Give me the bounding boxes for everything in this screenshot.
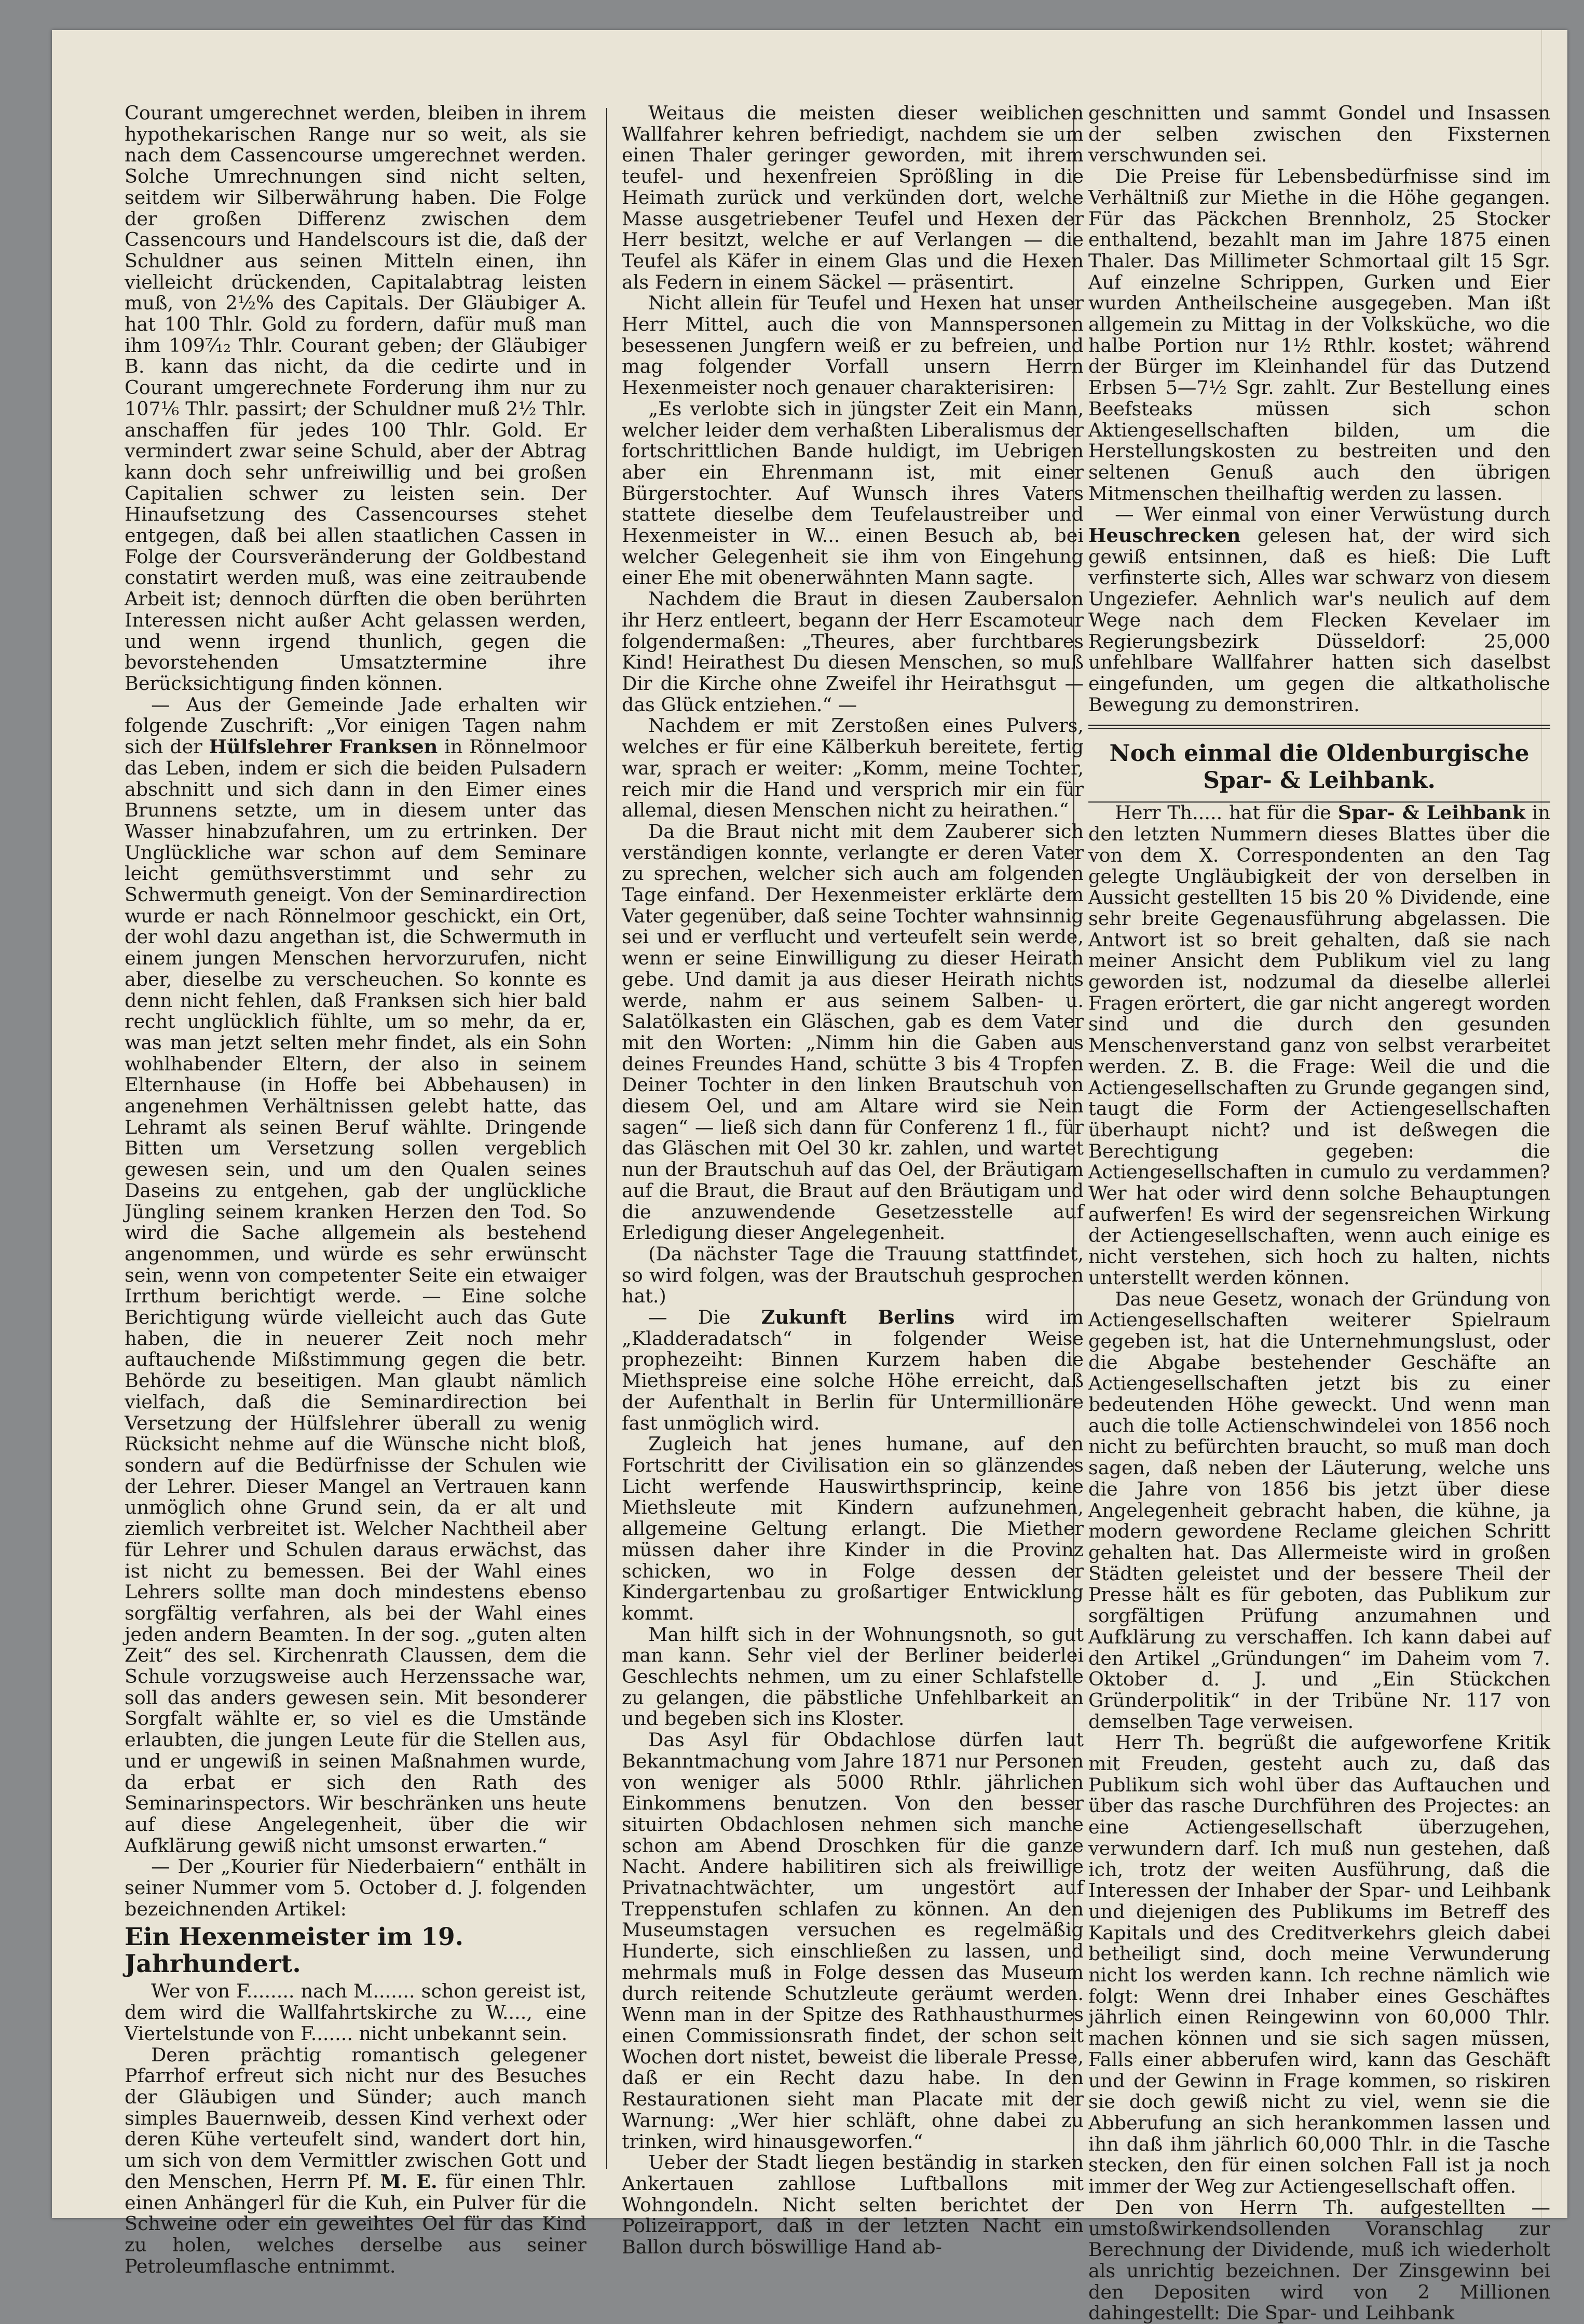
- article-paragraph: Courant umgerechnet werden, bleiben in ihrem hypothekarischen Range nur so weit, als sie nach dem Cassencourse umgerechnet werden. Solche Umrechnungen sind nicht selten, seitdem wir Silberwährung haben. Die Folge der großen Differenz zwischen dem Cassencours und Handelscours ist die, daß der Schuldner aus seinen Mitteln einen, ihn vielleicht drückenden, Capitalabtrag leisten muß, von 2½% des Capitals. Der Gläubiger A. hat 100 Thlr. Gold zu fordern, dafür muß man ihm 109⁷⁄₁₂ Thlr. Courant geben; der Gläubiger B. kann das nicht, da die cedirte und in Courant umgerechnete Forderung ihm nur zu 107⅙ Thlr. passirt; der Schuldner muß 2½ Thlr. anschaffen für jedes 100 Thlr. Gold. Er vermindert zwar seine Schuld, aber der Abtrag kann doch sehr unfreiwillig und bei großen Capitalien schwer zu leisten sein. Der Hinaufsetzung des Cassencourses stehet entgegen, daß bei allen staatlichen Cassen in Folge der Coursveränderung der Goldbestand constatirt werden muß, was eine zeitraubende Arbeit ist; dennoch dürften die oben berührten Interessen nicht außer Acht gelassen werden, und wenn irgend thunlich, gegen die bevorstehenden Umsatztermine ihre Berücksichtigung finden können.: [125, 102, 586, 695]
- article-paragraph: — Aus der Gemeinde Jade erhalten wir folgende Zuschrift: „Vor einigen Tagen nahm sich der Hülfslehrer Franksen in Rönnelmoor das Leben, indem er sich die beiden Pulsadern abschnitt und sich dann in den Eimer eines Brunnens setzte, um in diesem unter das Wasser hinabzufahren, um zu ertrinken. Der Unglückliche war schon auf dem Seminare leicht gemüthsverstimmt und sehr zu Schwermuth geneigt. Von der Seminardirection wurde er nach Rönnelmoor geschickt, ein Ort, der wohl dazu angethan ist, die Schwermuth in einem jungen Menschen hervorzurufen, nicht aber, dieselbe zu verscheuchen. So konnte es denn nicht fehlen, daß Franksen sich hier bald recht unglücklich fühlte, um so mehr, da er, was man jetzt selten mehr findet, als ein Sohn wohlhabender Eltern, der also in seinem Elternhause (in Hoffe bei Abbehausen) in angenehmen Verhältnissen gelebt hatte, das Lehramt als seinen Beruf wählte. Dringende Bitten um Versetzung sollen vergeblich gewesen sein, und um den Qualen seines Daseins zu entgehen, gab der unglückliche Jüngling seinem kranken Herzen den Tod. So wird die Sache allgemein als bestehend angenommen, und würde es sehr erwünscht sein, wenn von competenter Seite ein etwaiger Irrthum berichtigt werde. — Eine solche Berichtigung würde vielleicht auch das Gute haben, die in neuerer Zeit noch mehr auftauchende Mißstimmung gegen die betr. Behörde zu beseitigen. Man glaubt nämlich vielfach, daß die Seminardirection bei Versetzung der Hülfslehrer überall zu wenig Rücksicht nehme auf die Wünsche nicht bloß, sondern auf die Bedürfnisse der Schulen wie der Lehrer. Dieser Mangel an Vertrauen kann unmöglich ohne Grund sein, da er alt und ziemlich verbreitet ist. Welcher Nachtheil aber für Lehrer und Schulen daraus erwächst, das ist nicht zu bemessen. Bei der Wahl eines Lehrers sollte man doch mindestens ebenso sorgfältig verfahren, als bei der Wahl eines jeden andern Beamten. In der sog. „guten alten Zeit“ des sel. Kirchenrath Claussen, dem die Schule vorzugsweise auch Herzenssache war, soll das anders gewesen sein. Mit besonderer Sorgfalt wählte er, so viel es die Umstände erlaubten, die jungen Leute für die Stellen aus, und er ungewiß in seinen Maßnahmen wurde, da erbat er sich den Rath des Seminarinspectors. Wir beschränken uns heute auf diese Angelegenheit, über die wir Aufklärung gewiß nicht umsonst erwarten.“: [125, 693, 586, 1857]
- article-paragraph: Deren prächtig romantisch gelegener Pfarrhof erfreut sich nicht nur des Besuches der Gläubigen und Sünder; auch manch simples Bauernweib, dessen Kind verhext oder deren Kühe verteufelt sind, wandert dort hin, um sich von dem Vermittler zwischen Gott und den Menschen, Herrn Pf. M. E. für einen Thlr. einen Anhängerl für die Kuh, ein Pulver für die Schweine oder ein geweihtes Oel für das Kind zu holen, welches derselbe aus seiner Petroleumflasche entnimmt.: [125, 2043, 586, 2277]
- bold-name: Zukunft Berlins: [761, 1306, 955, 1329]
- article-paragraph: Nachdem er mit Zerstoßen eines Pulvers, welches er für eine Kälberkuh bereitete, fertig war, sprach er weiter: „Komm, meine Tochter, reich mir die Hand und versprich mir ein für allemal, diesen Menschen nicht zu heirathen.“: [622, 714, 1084, 822]
- article-paragraph: Man hilft sich in der Wohnungsnoth, so gut man kann. Sehr viel der Berliner beiderlei Geschlechts nehmen, um zu einer Schlafstelle zu gelangen, die päbstliche Unfehlbarkeit an und begeben sich ins Kloster.: [622, 1623, 1084, 1730]
- bold-name: Hülfslehrer Franksen: [209, 736, 438, 758]
- column-2: [622, 103, 1084, 2258]
- article-paragraph: (Da nächster Tage die Trauung stattfindet, so wird folgen, was der Brautschuh gesprochen hat.): [622, 1242, 1084, 1308]
- article-paragraph: — Die Zukunft Berlins wird im „Kladderadatsch“ in folgender Weise prophezeiht: Binnen Kurzem haben die Miethspreise eine solche Höhe erreicht, daß der Aufenthalt in Berlin für Untermillionäre fast unmöglich wird.: [622, 1306, 1084, 1434]
- article-paragraph: Wer von F........ nach M....... schon gereist ist, dem wird die Wallfahrtskirche zu W...., eine Viertelstunde von F....... nicht unbekannt sein.: [125, 1980, 586, 2045]
- article-paragraph: „Es verlobte sich in jüngster Zeit ein Mann, welcher leider dem verhaßten Liberalismus der fortschrittlichen Bande huldigt, im Uebrigen aber ein Ehrenmann ist, mit einer Bürgerstochter. Auf Wunsch ihres Vaters stattete dieselbe dem Teufelaustreiber und Hexenmeister in W... einen Besuch ab, bei welcher Gelegenheit sie ihm von Eingehung einer Ehe mit obenerwähnten Mann sagte.: [622, 397, 1084, 589]
- column-1: [125, 103, 586, 2277]
- bold-name: Heuschrecken: [1088, 524, 1241, 547]
- article-paragraph: — Wer einmal von einer Verwüstung durch Heuschrecken gelesen hat, der wird sich gewiß entsinnen, daß es hieß: Die Luft verfinsterte sich, Alles war schwarz von diesem Ungeziefer. Aehnlich war's neulich auf dem Wege nach dem Flecken Kevelaer im Regierungsbezirk Düsseldorf: 25,000 unfehlbare Wallfahrer hatten sich daselbst eingefunden, um gegen die altkatholische Bewegung zu demonstriren.: [1088, 503, 1550, 716]
- article-heading: Ein Hexenmeister im 19. Jahrhundert.: [125, 1923, 464, 1979]
- article-paragraph: Herr Th..... hat für die Spar- & Leihbank in den letzten Nummern dieses Blattes über die von dem X. Correspondenten an den Tag gelegte Ungläubigkeit der von derselben in Aussicht gestellten 15 bis 20 % Dividende, eine sehr breite Gegenausführung abgelassen. Die Antwort ist so breit gehalten, daß sie nach meiner Ansicht dem Publikum viel zu lang geworden ist, nodzumal da dieselbe allerlei Fragen erörtert, die gar nicht angeregt worden sind und die durch den gesunden Menschenverstand ganz von selbst verarbeitet werden. Z. B. die Frage: Weil die und die Actiengesellschaften zu Grunde gegangen sind, taugt die Form der Actiengesellschaften überhaupt nicht? und ist deßwegen die Berechtigung gegeben: die Actiengesellschaften in cumulo zu verdammen? Wer hat oder wird denn solche Behauptungen aufwerfen! Es wird der segensreichen Wirkung der Actiengesellschaften, wenn auch einige es nicht verstehen, sich hoch zu halten, nichts unterstellt werden können.: [1088, 801, 1550, 1289]
- article-paragraph: geschnitten und sammt Gondel und Insassen der selben zwischen den Fixsternen verschwunden sei.: [1088, 102, 1550, 167]
- article-paragraph: Nachdem die Braut in diesen Zaubersalon ihr Herz entleert, begann der Herr Escamoteur folgendermaßen: „Theures, aber furchtbares Kind! Heirathest Du diesen Menschen, so muß Dir die Kirche ohne Zweifel ihr Heirathsgut — das Glück entziehen.“ —: [622, 588, 1084, 716]
- article-paragraph: Weitaus die meisten dieser weiblichen Wallfahrer kehren befriedigt, nachdem sie um einen Thaler geringer geworden, mit ihrem teufel- und hexenfreien Sprößling in die Heimath zurück und verkünden dort, welche Masse ausgetriebener Teufel und Hexen der Herr besitzt, welche er auf Verlangen — die Teufel als Käfer in einem Glas und die Hexen als Federn in einem Säckel — präsentirt.: [622, 102, 1084, 293]
- column-rule-1: [606, 108, 607, 2169]
- article-paragraph: Ueber der Stadt liegen beständig in starken Ankertauen zahllose Luftballons mit Wohngondeln. Nicht selten berichtet der Polizeirapport, daß in der letzten Nacht ein Ballon durch böswillige Hand ab-: [622, 2151, 1084, 2259]
- article-paragraph: Die Preise für Lebensbedürfnisse sind im Verhältniß zur Miethe in die Höhe gegangen. Für das Päckchen Brennholz, 25 Stocker enthaltend, bezahlt man im Jahre 1875 einen Thaler. Das Millimeter Schmortaal gilt 15 Sgr. Auf einzelne Schrippen, Gurken und Eier wurden Antheilscheine ausgegeben. Man ißt allgemein zu Mittag in der Volksküche, wo die halbe Portion nur 1½ Rthlr. kostet; während der Bürger im Kleinhandel für das Dutzend Erbsen 5—7½ Sgr. zahlt. Zur Bestellung eines Beefsteaks müssen sich schon Aktiengesellschaften bilden, um die Herstellungskosten zu bestreiten und den seltenen Genuß auch den übrigen Mitmenschen theilhaftig werden zu lassen.: [1088, 165, 1550, 505]
- column-3: [1088, 103, 1550, 2324]
- article-paragraph: Den von Herrn Th. aufgestellten — umstoßwirkendsollenden Voranschlag zur Berechnung der Dividende, muß ich wiederholt als unrichtig bezeichnen. Der Zinsgewinn bei den Depositen wird von 2 Millionen dahingestellt: Die Spar- und Leihbank: [1088, 2196, 1550, 2324]
- article-paragraph: Das Asyl für Obdachlose dürfen laut Bekanntmachung vom Jahre 1871 nur Personen von weniger als 5000 Rthlr. jährlichen Einkommens benutzen. Von den besser situirten Obdachlosen nehmen sich manche schon am Abend Droschken für die ganze Nacht. Andere habilitiren sich als freiwillige Privatnachtwächter, um ungestört auf Treppenstufen schlafen zu können. An den Museumstagen versuchen es regelmäßig Hunderte, sich einschließen zu lassen, und mehrmals muß in Folge dessen das Museum durch reitende Schutzleute geräumt werden. Wenn man in der Spitze des Rathhausthurmes einen Commissionsrath findet, der schon seit Wochen dort nistet, beweist die liberale Presse, daß er ein Recht dazu habe. In den Restaurationen sieht man Placate mit der Warnung: „Wer hier schläft, ohne dabei zu trinken, wird hinausgeworfen.“: [622, 1729, 1084, 2153]
- article-heading: Noch einmal die Oldenburgische Spar- & Leihbank.: [1109, 740, 1530, 794]
- bold-name: Spar- & Leihbank: [1337, 801, 1525, 824]
- article-paragraph: Nicht allein für Teufel und Hexen hat unser Herr Mittel, auch die von Mannspersonen besessenen Jungfern weiß er zu befreien, und mag folgender Vorfall unsern Herrn Hexenmeister noch genauer charakterisiren:: [622, 292, 1084, 399]
- newspaper-page: [52, 30, 1567, 2324]
- article-paragraph: Zugleich hat jenes humane, auf den Fortschritt der Civilisation ein so glänzendes Licht werfende Hauswirthsprincip, keine Miethsleute mit Kindern aufzunehmen, allgemeine Geltung erlangt. Die Miether müssen daher ihre Kinder in die Provinz schicken, wo in Folge dessen der Kindergartenbau zu großartiger Entwicklung kommt.: [622, 1433, 1084, 1624]
- article-paragraph: Herr Th. begrüßt die aufgeworfene Kritik mit Freuden, gesteht auch zu, daß das Publikum sich wohl über das Auftauchen und über das rasche Durchführen des Projectes: an eine Actiengesellschaft überzugehen, verwundern darf. Ich muß nun gestehen, daß ich, trotz der weiten Ausführung, daß die Interessen der Inhaber der Spar- und Leihbank und diejenigen des Publikums im Betreff des Kapitals und des Creditverkehrs gleich dabei betheiligt sind, doch meine Verwunderung nicht los werden kann. Ich rechne nämlich wie folgt: Wenn drei Inhaber eines Geschäftes jährlich einen Reingewinn von 60,000 Thlr. machen können und sie sich sagen müssen, Falls einer abberufen wird, kann das Geschäft und der Gewinn in Frage kommen, so riskiren sie doch gewiß nicht zu viel, wenn sie die Abberufung an sich herankommen lassen und ihn daß ihm jährlich 60,000 Thlr. in die Tasche stecken, den für einen solchen Fall ist ja noch immer der Weg zur Actiengesellschaft offen.: [1088, 1731, 1550, 2198]
- article-paragraph: Das neue Gesetz, wonach der Gründung von Actiengesellschaften weiterer Spielraum gegeben ist, hat die Unternehmungslust, oder die Abgabe bestehender Geschäfte an Actiengesellschaften jetzt bis zu einer bedeutenden Höhe geweckt. Und wenn man auch die tolle Actienschwindelei von 1856 noch nicht zu befürchten braucht, so muß man doch sagen, daß neben der Läuterung, welche uns die Jahre von 1856 bis jetzt über diese Angelegenheit gebracht haben, die kühne, ja modern gewordene Reclame gleichen Schritt gehalten hat. Das Allermeiste wird in großen Städten geleistet und der bessere Theil der Presse hält es für geboten, das Publikum zur sorgfältigen Prüfung anzumahnen und Aufklärung zu verschaffen. Ich kann dabei auf den Artikel „Gründungen“ im Daheim vom 7. Oktober d. J. und „Ein Stückchen Gründerpolitik“ in der Tribüne Nr. 117 von demselben Tage verweisen.: [1088, 1287, 1550, 1733]
- bold-name: M. E.: [380, 2170, 438, 2193]
- section-divider: [1088, 725, 1550, 729]
- article-paragraph: — Der „Kourier für Niederbaiern“ enthält in seiner Nummer vom 5. October d. J. folgenden bezeichnenden Artikel:: [125, 1855, 586, 1920]
- article-paragraph: Da die Braut nicht mit dem Zauberer sich verständigen konnte, verlangte er deren Vater zu sprechen, welcher sich auch am folgenden Tage einfand. Der Hexenmeister erklärte dem Vater gegenüber, daß seine Tochter wahnsinnig sei und er verflucht und verteufelt sein werde, wenn er seine Einwilligung zu dieser Heirath gebe. Und damit ja aus dieser Heirath nichts werde, nahm er aus seinem Salben- u. Salatölkasten ein Gläschen, gab es dem Vater mit den Worten: „Nimm hin die Gaben aus deines Freundes Hand, schütte 3 bis 4 Tropfen Deiner Tochter in den linken Brautschuh von diesem Oel, und am Altare wird sie Nein sagen“ — ließ sich dann für Conferenz 1 fl., für das Gläschen mit Oel 30 kr. zahlen, und wartet nun der Brautschuh auf das Oel, der Bräutigam auf die Braut, die Braut auf den Bräutigam und die anzuwendende Gesetzesstelle auf Erledigung dieser Angelegenheit.: [622, 820, 1084, 1244]
